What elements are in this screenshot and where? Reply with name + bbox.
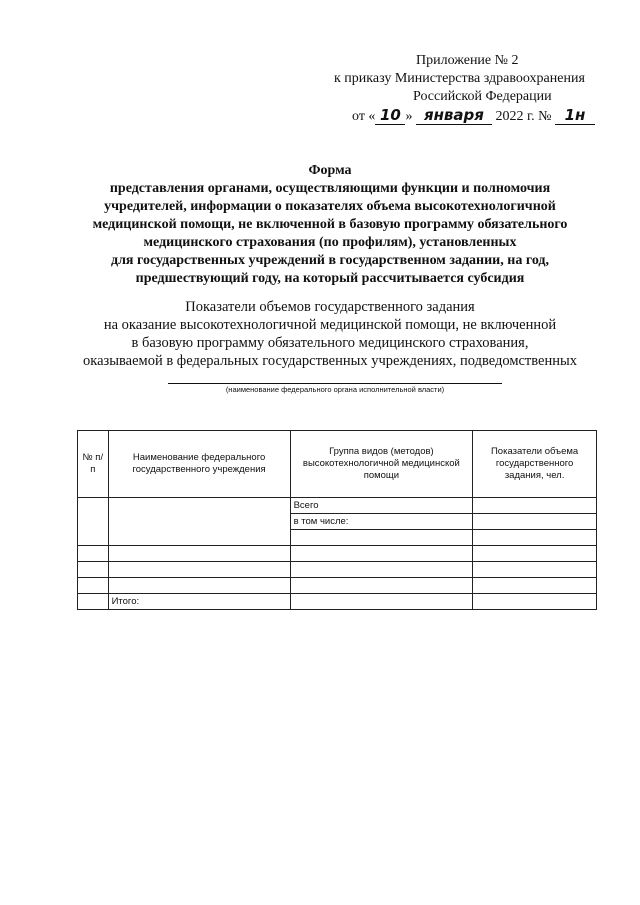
cell-method[interactable] bbox=[290, 578, 473, 594]
cell-institution[interactable] bbox=[108, 498, 290, 546]
subtitle-line: в базовую программу обязательного медицинского страхования, bbox=[131, 335, 529, 351]
cell-value[interactable] bbox=[473, 578, 597, 594]
cell-total-label: Всего bbox=[290, 498, 473, 514]
table-row bbox=[78, 546, 597, 562]
form-heading: Форма bbox=[308, 163, 352, 178]
cell-value[interactable] bbox=[473, 530, 597, 546]
cell-including-label: в том числе: bbox=[290, 514, 473, 530]
order-number: 1н bbox=[555, 106, 595, 125]
subtitle-line: на оказание высокотехнологичной медицинской помощи, не включенной bbox=[103, 317, 557, 333]
annex-block bbox=[330, 52, 630, 126]
org-name-field[interactable] bbox=[168, 383, 502, 384]
cell-value[interactable] bbox=[473, 562, 597, 578]
date-month: января bbox=[416, 106, 492, 125]
org-name-caption: (наименование федерального органа исполнительной власти) bbox=[225, 385, 445, 394]
date-quote-close: » bbox=[405, 109, 413, 124]
cell-method[interactable] bbox=[290, 546, 473, 562]
table-row bbox=[78, 578, 597, 594]
cell-method[interactable] bbox=[290, 562, 473, 578]
form-title bbox=[60, 162, 600, 288]
date-year: 2022 г. № bbox=[495, 109, 552, 124]
annex-ministry: Российской Федерации bbox=[413, 89, 552, 104]
form-title-line: медицинского страхования (по профилям), установленных bbox=[143, 235, 517, 250]
table-header-row bbox=[78, 431, 597, 498]
subtitle-line: Показатели объемов государственного задания bbox=[185, 299, 475, 315]
form-title-line: учредителей, информации о показателях объема высокотехнологичной bbox=[104, 199, 556, 214]
table-row bbox=[78, 498, 597, 514]
header-method-group: Группа видов (методов) высокотехнологичной медицинской помощи bbox=[290, 431, 473, 498]
cell-number[interactable] bbox=[78, 578, 109, 594]
cell-number[interactable] bbox=[78, 546, 109, 562]
annex-title: Приложение № 2 bbox=[416, 53, 519, 68]
date-day: 10 bbox=[375, 106, 405, 125]
cell-method[interactable] bbox=[290, 530, 473, 546]
annex-date-line bbox=[330, 106, 630, 126]
footer-total-value[interactable] bbox=[473, 594, 597, 610]
cell-value[interactable] bbox=[473, 546, 597, 562]
form-title-line: для государственных учреждений в государственном задании, на год, bbox=[110, 253, 550, 268]
cell-institution[interactable] bbox=[108, 546, 290, 562]
subtitle-line: оказываемой в федеральных государственных учреждениях, подведомственных bbox=[83, 353, 577, 369]
cell-value[interactable] bbox=[473, 514, 597, 530]
footer-total-label: Итого: bbox=[108, 594, 290, 610]
form-title-line: предшествующий году, на который рассчитывается субсидия bbox=[135, 271, 525, 286]
table-subtitle bbox=[60, 298, 600, 370]
footer-method-cell bbox=[290, 594, 473, 610]
footer-number-cell bbox=[78, 594, 109, 610]
indicators-table bbox=[77, 430, 597, 610]
date-prefix: от « bbox=[352, 109, 376, 124]
header-institution: Наименование федерального государственного учреждения bbox=[108, 431, 290, 498]
cell-total-value[interactable] bbox=[473, 498, 597, 514]
cell-number[interactable] bbox=[78, 562, 109, 578]
annex-order-ref: к приказу Министерства здравоохранения bbox=[334, 71, 585, 86]
table-row bbox=[78, 562, 597, 578]
cell-institution[interactable] bbox=[108, 562, 290, 578]
header-volume: Показатели объема государственного задания, чел. bbox=[473, 431, 597, 498]
header-number: № п/п bbox=[78, 431, 109, 498]
form-title-line: представления органами, осуществляющими функции и полномочия bbox=[109, 181, 551, 196]
form-title-line: медицинской помощи, не включенной в базовую программу обязательного bbox=[92, 217, 568, 232]
cell-institution[interactable] bbox=[108, 578, 290, 594]
table-footer-row bbox=[78, 594, 597, 610]
cell-number[interactable] bbox=[78, 498, 109, 546]
